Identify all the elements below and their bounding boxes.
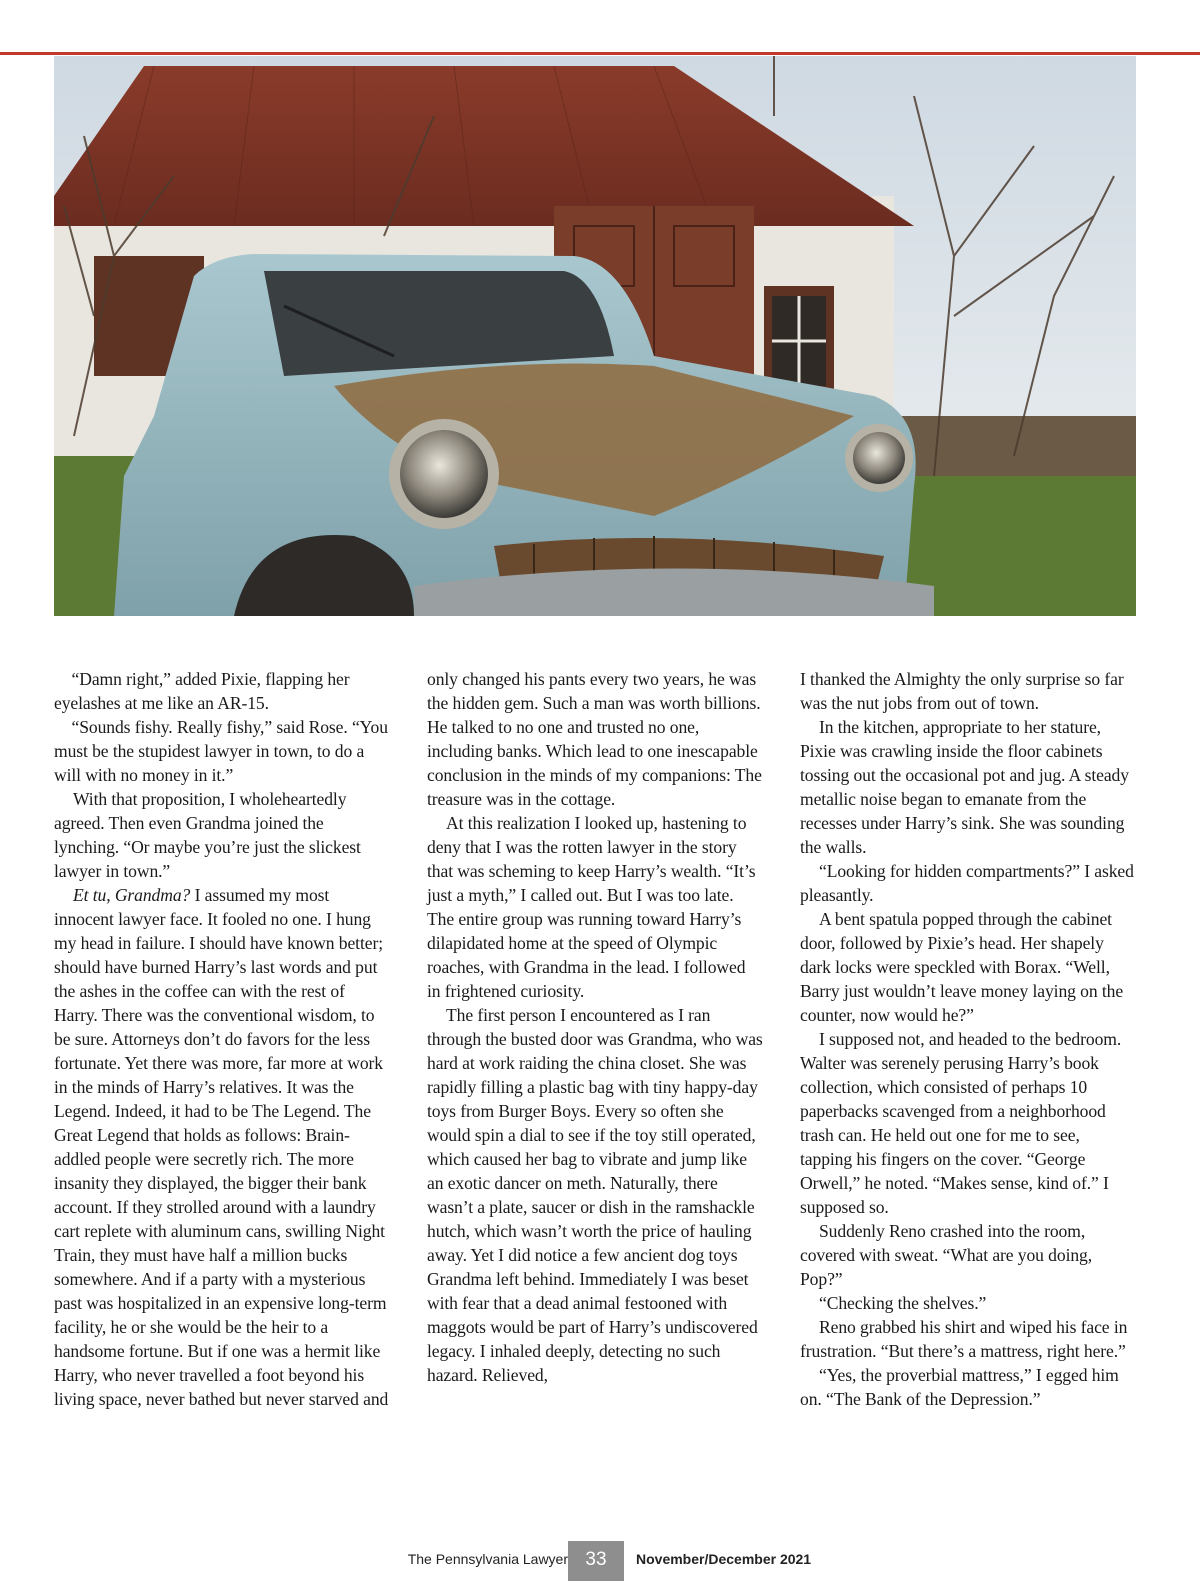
paragraph: Et tu, Grandma? I assumed my most innocent lawyer face. It fooled no one. I hung my head in failure. I should have known better; should have burned Harry’s last words and put the ashes in the coffee can with the rest of Harry. There was the conventional wisdom, to be sure. Attorneys don’t do favors for the less fortunate. Yet there was more, far more at work in the minds of Harry’s relatives. It was the Legend. Indeed, it had to be The Legend. The Great Legend that holds as follows: Brain-addled people were secretly rich. The more insanity they displayed, the bigger their bank account. If they strolled around with a laundry cart replete with aluminum cans, swilling Night Train, they must have half a million bucks somewhere. And if a party with a mysterious past was hospitalized in an expensive long-term facility, he or she would be the heir to a handsome fortune. But if one was a hermit like Harry, who never travelled a foot beyond his living space, never bathed but never starved and (54, 885, 389, 1409)
column-3 (800, 667, 1136, 1487)
paragraph: I thanked the Almighty the only surprise so far was the nut jobs from out of town. (800, 669, 1124, 713)
abandoned-car-photo (54, 56, 1136, 616)
paragraph: In the kitchen, appropriate to her stature, Pixie was crawling inside the floor cabinets tossing out the occasional pot and jug. A steady metallic noise began to emanate from the recesses under Harry’s sink. She was sounding the walls. (800, 717, 1129, 857)
column-1 (54, 667, 390, 1487)
page-footer (0, 1541, 1200, 1581)
paragraph: Suddenly Reno crashed into the room, covered with sweat. “What are you doing, Pop?” (800, 1221, 1093, 1289)
paragraph: At this realization I looked up, hastening to deny that I was the rotten lawyer in the story that was scheming to keep Harry’s wealth. “It’s just a myth,” I called out. But I was too late. The entire group was running toward Harry’s dilapidated home at the speed of Olympic roaches, with Grandma in the lead. I followed in frightened curiosity. (427, 813, 756, 1001)
paragraph: The first person I encountered as I ran through the busted door was Grandma, who was hard at work raiding the china closet. She was rapidly filling a plastic bag with tiny happy-day toys from Burger Boys. Every so often she would spin a dial to see if the toy still operated, which caused her bag to vibrate and jump like an exotic dancer on meth. Naturally, there wasn’t a plate, saucer or dish in the ramshackle hutch, which wasn’t worth the price of hauling away. Yet I did notice a few ancient dog toys Grandma left behind. Immediately I was beset with fear that a dead animal festooned with maggots would be part of Harry’s undiscovered legacy. I inhaled deeply, detecting no such hazard. Relieved, (427, 1005, 763, 1385)
paragraph: With that proposition, I wholeheartedly agreed. Then even Grandma joined the lynching. “Or maybe you’re just the slickest lawyer in town.” (54, 789, 361, 881)
paragraph: “Yes, the proverbial mattress,” I egged him on. “The Bank of the Depression.” (800, 1365, 1119, 1409)
paragraph: “Checking the shelves.” (819, 1293, 987, 1313)
paragraph: “Sounds fishy. Really fishy,” said Rose. “You must be the stupidest lawyer in town, to do a will with no money in it.” (54, 717, 388, 785)
column-2 (427, 667, 763, 1487)
paragraph: “Damn right,” added Pixie, flapping her eyelashes at me like an AR-15. (54, 669, 350, 713)
paragraph: Reno grabbed his shirt and wiped his face in frustration. “But there’s a mattress, right here.” (800, 1317, 1128, 1361)
paragraph: only changed his pants every two years, he was the hidden gem. Such a man was worth billions. He talked to no one and trusted no one, including banks. Which lead to one inescapable conclusion in the minds of my companions: The treasure was in the cottage. (427, 669, 762, 809)
article-body (54, 667, 1136, 1487)
issue-date: November/December 2021 (636, 1551, 812, 1567)
paragraph: A bent spatula popped through the cabinet door, followed by Pixie’s head. Her shapely dark locks were speckled with Borax. “Well, Barry just wouldn’t leave money laying on the counter, now would he?” (800, 909, 1124, 1025)
paragraph: “Looking for hidden compartments?” I asked pleasantly. (800, 861, 1134, 905)
top-rule (0, 52, 1200, 55)
publication-name: The Pennsylvania Lawyer (407, 1551, 568, 1567)
paragraph: I supposed not, and headed to the bedroom. Walter was serenely perusing Harry’s book collection, which consisted of perhaps 10 paperbacks scavenged from a neighborhood trash can. He held out one for me to see, tapping his fingers on the cover. “George Orwell,” he noted. “Makes sense, kind of.” I supposed so. (800, 1029, 1122, 1217)
page-number: 33 (568, 1541, 624, 1581)
